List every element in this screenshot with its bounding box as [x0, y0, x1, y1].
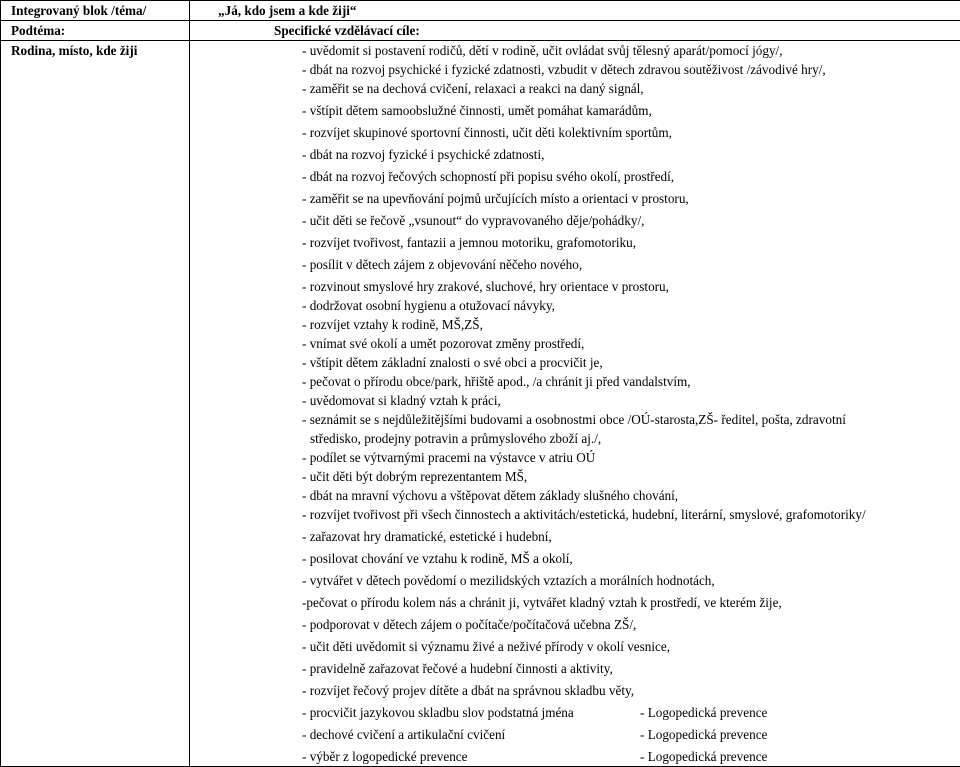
goal-item: - posílit v dětech zájem z objevování něčeho nového, — [190, 255, 960, 274]
goal-item-wrapped — [190, 410, 960, 429]
goal-item: - uvědomovat si kladný vztah k práci, — [190, 391, 960, 410]
header-row-block — [1, 1, 960, 21]
goal-item-tabbed — [190, 725, 960, 744]
goal-item: - dodržovat osobní hygienu a otužovací návyky, — [190, 296, 960, 315]
goal-item: - podporovat v dětech zájem o počítače/počítačová učebna ZŠ/, — [190, 615, 960, 634]
goal-item: - rozvíjet skupinové sportovní činnosti, učit děti kolektivním sportům, — [190, 123, 960, 142]
goal-item: - dbát na rozvoj fyzické i psychické zdatnosti, — [190, 145, 960, 164]
block-label: Integrovaný blok /téma/ — [1, 1, 190, 21]
goal-item: - dbát na mravní výchovu a vštěpovat dětem základy slušného chování, — [190, 486, 960, 505]
goal-left: - výběr z logopedické prevence — [302, 747, 640, 766]
goal-item: - vštípit dětem základní znalosti o své obci a procvičit je, — [190, 353, 960, 372]
goal-item: - dbát na rozvoj psychické i fyzické zdatnosti, vzbudit v dětech zdravou soutěživost /závodivé hry/, — [190, 60, 960, 79]
goal-item: - zařazovat hry dramatické, estetické i hudební, — [190, 527, 960, 546]
goal-item: - pečovat o přírodu obce/park, hřiště apod., /a chránit ji před vandalstvím, — [190, 372, 960, 391]
goal-item: - zaměřit se na upevňování pojmů určujících místo a orientaci v prostoru, — [190, 189, 960, 208]
goals-heading: Specifické vzdělávací cíle: — [190, 21, 960, 41]
goal-item: - podílet se výtvarnými pracemi na výstavce v atriu OÚ — [190, 448, 960, 467]
goal-left: - procvičit jazykovou skladbu slov podstatná jména — [302, 703, 640, 722]
goals-list — [190, 41, 960, 767]
block-title: „Já, kdo jsem a kde žiji“ — [190, 1, 960, 21]
goal-item: - rozvíjet vztahy k rodině, MŠ,ZŠ, — [190, 315, 960, 334]
goal-item: - posilovat chování ve vztahu k rodině, MŠ a okolí, — [190, 549, 960, 568]
goal-item: - učit děti uvědomit si významu živé a neživé přírody v okolí vesnice, — [190, 637, 960, 656]
goal-item: - uvědomit si postavení rodičů, dětí v rodině, učit ovládat svůj tělesný aparát/pomocí jógy/, — [190, 41, 960, 60]
goal-item: - zaměřit se na dechová cvičení, relaxaci a reakci na daný signál, — [190, 79, 960, 98]
goal-item: - učit děti být dobrým reprezentantem MŠ, — [190, 467, 960, 486]
goal-item: - rozvíjet tvořivost, fantazii a jemnou motoriku, grafomotoriku, — [190, 233, 960, 252]
goal-right: - Logopedická prevence — [640, 725, 767, 744]
goal-item: -pečovat o přírodu kolem nás a chránit ji, vytvářet kladný vztah k prostředí, ve kterém žije, — [190, 593, 960, 612]
goal-right: - Logopedická prevence — [640, 703, 767, 722]
goal-item-line1: - seznámit se s nejdůležitějšími budovami a osobnostmi obce /OÚ-starosta,ZŠ- ředitel, pošta, zdravotní — [302, 412, 846, 427]
goals-row — [1, 41, 960, 767]
goal-item: - rozvíjet tvořivost při všech činnostech a aktivitách/estetická, hudební, literární, smyslové, grafomotoriky/ — [190, 505, 960, 524]
goal-left: - dechové cvičení a artikulační cvičení — [302, 725, 640, 744]
goal-item-line2: středisko, prodejny potravin a průmyslového zboží aj./, — [302, 429, 960, 448]
goal-item: - vnímat své okolí a umět pozorovat změny prostředí, — [190, 334, 960, 353]
topic-label: Rodina, místo, kde žiji — [1, 41, 190, 767]
goal-item: - vytvářet v dětech povědomí o mezilidských vztazích a morálních hodnotách, — [190, 571, 960, 590]
header-row-subtopic — [1, 21, 960, 41]
goal-item: - pravidelně zařazovat řečové a hudební činnosti a aktivity, — [190, 659, 960, 678]
goal-item-continuation — [190, 429, 960, 448]
subtopic-label: Podtéma: — [1, 21, 190, 41]
goal-item: - dbát na rozvoj řečových schopností při popisu svého okolí, prostředí, — [190, 167, 960, 186]
goal-item-tabbed — [190, 703, 960, 722]
goal-item: - vštípit dětem samoobslužné činnosti, umět pomáhat kamarádům, — [190, 101, 960, 120]
goal-item: - rozvinout smyslové hry zrakové, sluchové, hry orientace v prostoru, — [190, 277, 960, 296]
goal-right: - Logopedická prevence — [640, 747, 767, 766]
goal-item-tabbed — [190, 747, 960, 766]
goal-item: - učit děti se řečově „vsunout“ do vypravovaného děje/pohádky/, — [190, 211, 960, 230]
goal-item: - rozvíjet řečový projev dítěte a dbát na správnou skladbu věty, — [190, 681, 960, 700]
